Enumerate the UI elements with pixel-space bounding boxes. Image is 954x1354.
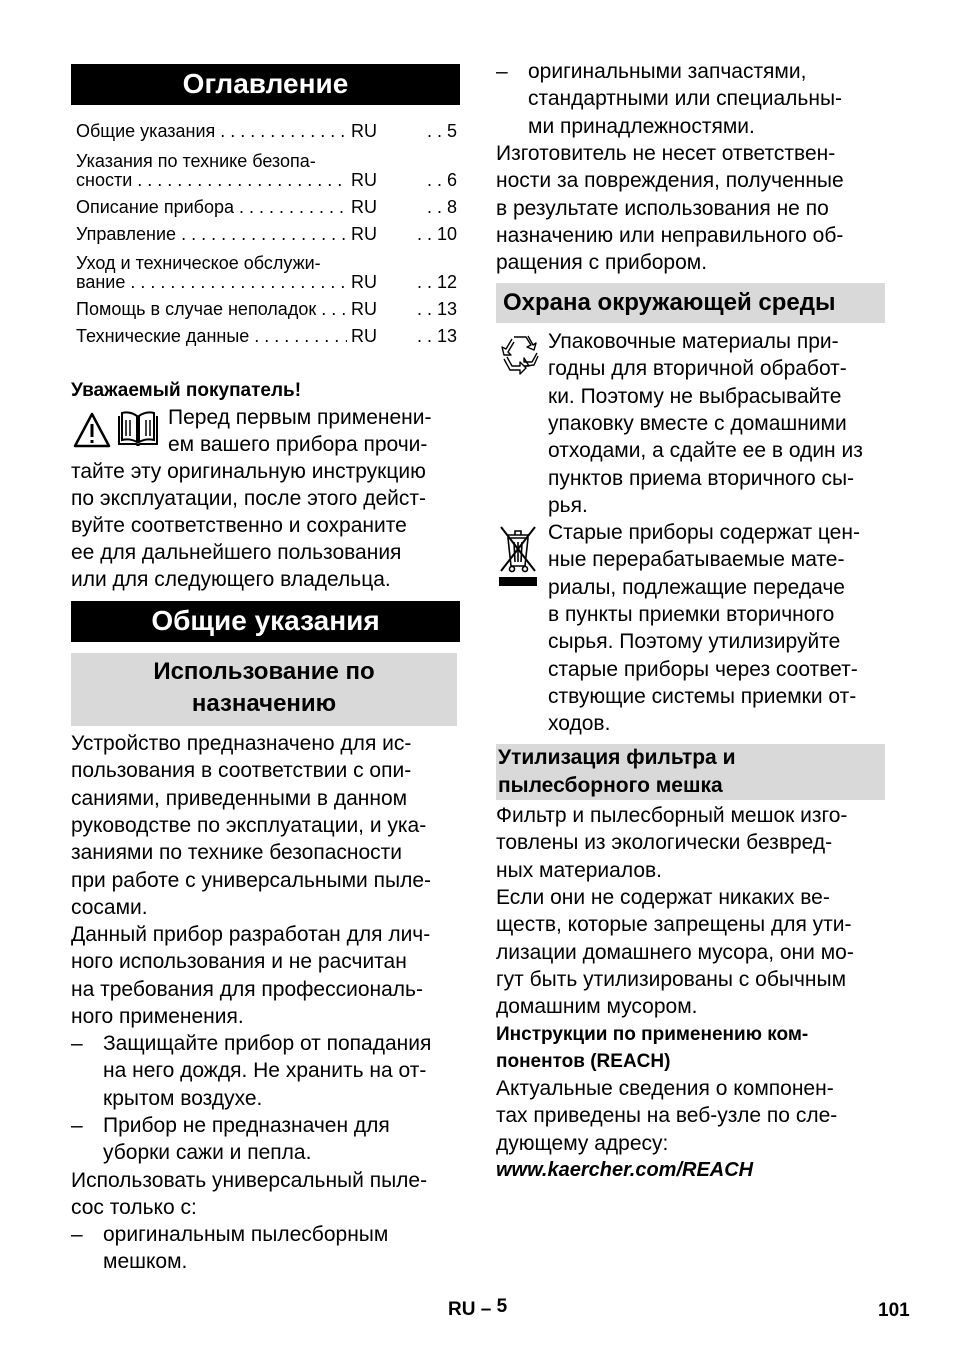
manual-book-icon bbox=[115, 410, 161, 448]
toc-entry-page: . . 8 bbox=[415, 194, 457, 220]
old-devices-line: Старые приборы содержат цен- bbox=[548, 521, 860, 544]
toc-entry-page: . . 13 bbox=[415, 323, 457, 349]
dash-item-bag-line: мешком. bbox=[103, 1250, 188, 1274]
old-devices-line: сырья. Поэтому утилизируйте bbox=[548, 630, 841, 654]
filter-line: Фильтр и пылесборный мешок изго- bbox=[496, 804, 848, 827]
dash-marker: – bbox=[71, 1114, 83, 1137]
toc-entry-lang: RU bbox=[351, 326, 377, 346]
usage-line: саниями, приведенными в данном bbox=[71, 786, 408, 810]
old-devices-line: старые приборы через соответ- bbox=[548, 657, 858, 681]
toc-title: Оглавление bbox=[71, 64, 460, 105]
customer-line-3: тайте эту оригинальную инструкцию bbox=[71, 460, 426, 483]
usage-title-line-2: назначению bbox=[191, 690, 337, 717]
dash-item-soot-line: уборки сажи и пепла. bbox=[103, 1141, 312, 1165]
toc-entry-label: Описание прибора . . . bbox=[76, 194, 347, 220]
use-only-line: Использовать универсальный пыле- bbox=[71, 1169, 428, 1192]
toc-entry-lang: RU bbox=[351, 197, 377, 217]
usage-line: на требования для профессиональ- bbox=[71, 977, 423, 1001]
page-number: 101 bbox=[878, 1300, 910, 1321]
dash-item-parts-line: ми принадлежностями. bbox=[528, 114, 755, 138]
liability-line: ращения с прибором. bbox=[496, 251, 708, 275]
usage-title bbox=[71, 653, 457, 726]
filter-title-line-1: Утилизация фильтра и bbox=[498, 746, 736, 769]
customer-line-7: или для следующего владельца. bbox=[71, 568, 391, 591]
dash-item-rain-line: Защищайте прибор от попадания bbox=[103, 1032, 432, 1055]
packaging-line: Упаковочные материалы при- bbox=[548, 330, 839, 353]
dash-item-bag-line: оригинальным пылесборным bbox=[103, 1223, 389, 1246]
old-devices-line: риалы, подлежащие передаче bbox=[548, 575, 845, 599]
toc-entry-label: Общие указания . . . bbox=[76, 118, 347, 144]
filter-line: лизации домашнего мусора, они мо- bbox=[496, 940, 854, 964]
toc-entry[interactable] bbox=[76, 296, 457, 322]
dash-item-parts-line: стандартными или специальны- bbox=[528, 87, 843, 111]
toc-entry[interactable] bbox=[76, 323, 457, 349]
customer-line-2: ем вашего прибора прочи- bbox=[168, 433, 428, 456]
dash-marker: – bbox=[71, 1032, 83, 1055]
filter-title-line-2: пылесборного мешка bbox=[498, 773, 723, 797]
usage-line: руководстве по эксплуатации, и ука- bbox=[71, 813, 427, 837]
old-devices-line: ные перерабатываемые мате- bbox=[548, 548, 845, 572]
toc-entry-page: . . 10 bbox=[415, 221, 457, 247]
toc-entry-label: Технические данные . . . bbox=[76, 323, 347, 349]
reach-title-line-2: понентов (REACH) bbox=[496, 1051, 671, 1072]
packaging-line: пунктов приема вторичного сы- bbox=[548, 466, 855, 490]
toc-entry-lang: RU bbox=[351, 299, 377, 319]
toc-entry-lang: RU bbox=[351, 170, 377, 190]
dash-item-soot-line: Прибор не предназначен для bbox=[103, 1114, 390, 1137]
liability-line: назначению или неправильного об- bbox=[496, 223, 844, 247]
customer-line-4: по эксплуатации, после этого дейст- bbox=[71, 487, 426, 510]
liability-line: ности за повреждения, полученные bbox=[496, 169, 844, 193]
toc-entry-lang: RU bbox=[351, 272, 377, 292]
toc-entry[interactable] bbox=[76, 167, 457, 193]
toc-entry-page: . . 5 bbox=[415, 118, 457, 144]
footer-dash: – bbox=[480, 1299, 492, 1320]
footer-section: RU bbox=[448, 1299, 476, 1320]
toc-entry-first-line: Уход и техническое обслужи- bbox=[76, 253, 321, 273]
toc-entry[interactable] bbox=[76, 118, 457, 144]
crossed-bin-icon bbox=[498, 523, 538, 589]
customer-line-6: ее для дальнейшего пользования bbox=[71, 541, 402, 564]
packaging-line: ки. Поэтому не выбрасывайте bbox=[548, 384, 842, 408]
dash-marker: – bbox=[496, 60, 508, 83]
liability-line: Изготовитель не несет ответствен- bbox=[496, 142, 836, 165]
toc-entry-page: . . 6 bbox=[415, 167, 457, 193]
old-devices-line: ходов. bbox=[548, 712, 611, 736]
toc-entry[interactable] bbox=[76, 269, 457, 295]
old-devices-line: в пункты приемки вторичного bbox=[548, 602, 835, 626]
packaging-line: рья. bbox=[548, 493, 588, 517]
general-title: Общие указания bbox=[71, 601, 460, 642]
usage-line: Данный прибор разработан для лич- bbox=[71, 923, 431, 947]
dash-item-parts-line: оригинальными запчастями, bbox=[528, 60, 807, 83]
filter-title bbox=[496, 744, 885, 800]
customer-line-1: Перед первым применени- bbox=[168, 406, 432, 429]
filter-line: ществ, которые запрещены для ути- bbox=[496, 913, 852, 937]
filter-line: товлены из экологически безвред- bbox=[496, 831, 833, 855]
warning-icon bbox=[73, 412, 111, 448]
reach-line: дующему адресу: bbox=[496, 1131, 669, 1155]
footer-section-label bbox=[448, 1296, 508, 1321]
usage-line: ного применения. bbox=[71, 1005, 244, 1028]
customer-line-5: вуйте соответственно и сохраните bbox=[71, 514, 407, 537]
usage-line: заниями по технике безопасности bbox=[71, 841, 403, 865]
toc-entry-label: Управление . . . bbox=[76, 221, 347, 247]
dash-item-rain-line: на него дождя. Не хранить на от- bbox=[103, 1059, 427, 1083]
environment-title: Охрана окружающей среды bbox=[496, 283, 885, 323]
toc-entry-page: . . 12 bbox=[415, 269, 457, 295]
reach-title-line-1: Инструкции по применению ком- bbox=[496, 1024, 809, 1045]
reach-link[interactable]: www.kaercher.com/REACH bbox=[496, 1159, 754, 1181]
packaging-line: годны для вторичной обработ- bbox=[548, 357, 847, 381]
toc-entry[interactable] bbox=[76, 221, 457, 247]
use-only-line: сос только с: bbox=[71, 1196, 197, 1220]
customer-heading: Уважаемый покупатель! bbox=[71, 380, 302, 401]
filter-line: Если они не содержат никаких ве- bbox=[496, 885, 830, 909]
usage-line: при работе с универсальными пыле- bbox=[71, 868, 432, 892]
dash-marker: – bbox=[71, 1223, 83, 1246]
reach-line: тах приведены на веб-узле по сле- bbox=[496, 1104, 838, 1128]
footer-section-page: 5 bbox=[496, 1296, 508, 1317]
toc-entry-label: Помощь в случае неполадок . . . bbox=[76, 296, 347, 322]
reach-line: Актуальные сведения о компонен- bbox=[496, 1077, 834, 1100]
usage-title-line-1: Использование по bbox=[153, 658, 375, 685]
usage-line: ного использования и не расчитан bbox=[71, 950, 407, 974]
old-devices-line: ствующие системы приемки от- bbox=[548, 684, 857, 708]
dash-item-rain-line: крытом воздухе. bbox=[103, 1086, 263, 1110]
liability-line: в результате использования не по bbox=[496, 196, 829, 220]
toc-entry-lang: RU bbox=[351, 121, 377, 141]
filter-line: ных материалов. bbox=[496, 858, 662, 882]
toc-entry[interactable] bbox=[76, 194, 457, 220]
recycling-icon bbox=[498, 333, 542, 375]
filter-line: домашним мусором. bbox=[496, 995, 698, 1019]
usage-line: сосами. bbox=[71, 895, 148, 919]
usage-line: Устройство предназначено для ис- bbox=[71, 732, 412, 755]
usage-line: пользования в соответствии с опи- bbox=[71, 759, 412, 783]
toc-entry-label: вание . . . bbox=[76, 269, 347, 295]
toc-entry-label: сности . . . bbox=[76, 167, 347, 193]
toc-entry-first-line: Указания по технике безопа- bbox=[76, 151, 316, 171]
toc-entry-page: . . 13 bbox=[415, 296, 457, 322]
packaging-line: упаковку вместе с домашними bbox=[548, 411, 847, 435]
filter-line: гут быть утилизированы с обычным bbox=[496, 967, 847, 991]
toc-entry-lang: RU bbox=[351, 224, 377, 244]
packaging-line: отходами, а сдайте ее в один из bbox=[548, 439, 863, 463]
